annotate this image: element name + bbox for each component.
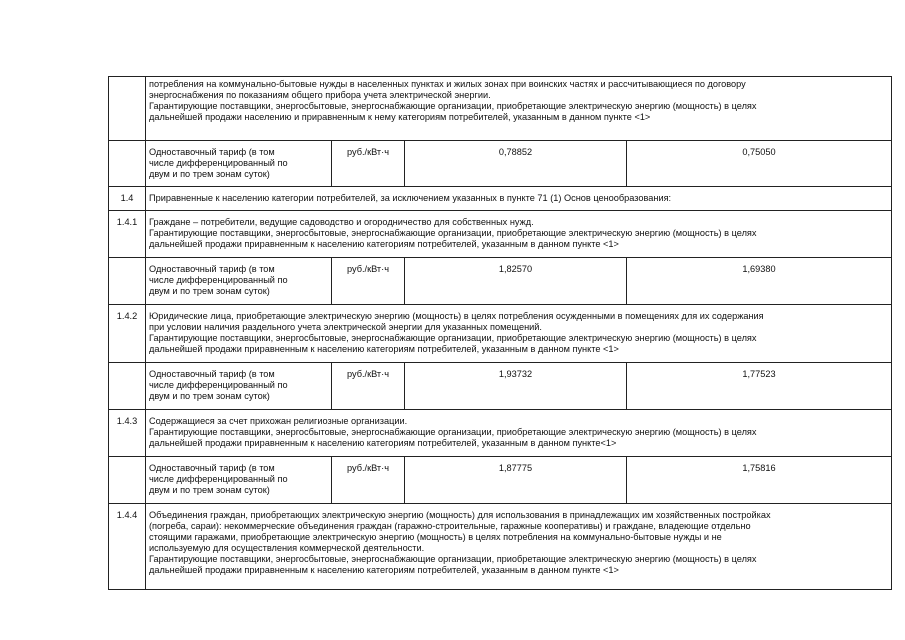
description-line: стоящими гаражами, приобретающие электрическую энергию (мощность) в целях потребления на коммунально-бытовые нужды и не (149, 532, 722, 542)
description-line: Гарантирующие поставщики, энергосбытовые, энергоснабжающие организации, приобретающие электрическую энергию (мощность) в целях (149, 427, 757, 437)
row-description (146, 305, 892, 363)
tariff-label-line: двум и по трем зонам суток) (149, 169, 270, 179)
tariff-value-second-half: 1,75816 (627, 457, 892, 504)
tariff-value-first-half: 1,93732 (405, 363, 627, 410)
tariff-unit: руб./кВт·ч (332, 457, 405, 504)
description-line: дальнейшей продажи приравненным к населению категориям потребителей, указанным в данном пункте <1> (149, 239, 619, 249)
description-line: Объединения граждан, приобретающих электрическую энергию (мощность) для использования в принадлежащих им хозяйственных постройках (149, 510, 771, 520)
description-line: Граждане – потребители, ведущие садоводство и огородничество для собственных нужд. (149, 217, 534, 227)
row-description (146, 504, 892, 590)
description-line: Гарантирующие поставщики, энергосбытовые, энергоснабжающие организации, приобретающие электрическую энергию (мощность) в целях (149, 333, 757, 343)
row-number: 1.4.3 (109, 410, 146, 457)
tariff-label-line: числе дифференцированный по (149, 275, 288, 285)
tariff-value-second-half: 0,75050 (627, 141, 892, 187)
row-description (146, 410, 892, 457)
row-number (109, 141, 146, 187)
description-line: Гарантирующие поставщики, энергосбытовые, энергоснабжающие организации, приобретающие электрическую энергию (мощность) в целях (149, 554, 757, 564)
description-line: Гарантирующие поставщики, энергосбытовые, энергоснабжающие организации, приобретающие электрическую энергию (мощность) в целях (149, 228, 757, 238)
description-line: (погреба, сараи): некоммерческие объединения граждан (гаражно-строительные, гаражные кооперативы) и граждане, владеющие отдельно (149, 521, 751, 531)
tariff-value-first-half: 1,87775 (405, 457, 627, 504)
tariff-label-line: двум и по трем зонам суток) (149, 391, 270, 401)
description-line: Гарантирующие поставщики, энергосбытовые, энергоснабжающие организации, приобретающие электрическую энергию (мощность) в целях (149, 101, 757, 111)
table-row (109, 258, 892, 305)
tariff-value-second-half: 1,77523 (627, 363, 892, 410)
tariff-label (146, 457, 332, 504)
description-line: потребления на коммунально-бытовые нужды в населенных пунктах и жилых зонах при воинских частях и рассчитывающиеся по договору (149, 79, 746, 89)
tariff-label-line: числе дифференцированный по (149, 158, 288, 168)
row-number: 1.4.2 (109, 305, 146, 363)
tariff-unit: руб./кВт·ч (332, 141, 405, 187)
row-number (109, 457, 146, 504)
tariff-value-first-half: 0,78852 (405, 141, 627, 187)
tariff-label-line: числе дифференцированный по (149, 474, 288, 484)
row-description (146, 77, 892, 141)
tariff-table (108, 76, 892, 590)
tariff-unit: руб./кВт·ч (332, 363, 405, 410)
table-row (109, 363, 892, 410)
description-line: дальнейшей продажи приравненным к населению категориям потребителей, указанным в данном пункте <1> (149, 565, 619, 575)
tariff-table-body (109, 77, 892, 590)
row-number (109, 363, 146, 410)
table-row (109, 410, 892, 457)
description-line: Юридические лица, приобретающие электрическую энергию (мощность) в целях потребления осужденными в помещениях для их содержания (149, 311, 764, 321)
row-description (146, 187, 892, 211)
row-number: 1.4.1 (109, 211, 146, 258)
description-line: дальнейшей продажи приравненным к населению категориям потребителей, указанным в данном пункте<1> (149, 438, 617, 448)
tariff-label (146, 141, 332, 187)
tariff-label-line: Одноставочный тариф (в том (149, 369, 275, 379)
description-line: при условии наличия раздельного учета электрической энергии для указанных помещений. (149, 322, 542, 332)
description-line: Приравненные к населению категории потребителей, за исключением указанных в пункте 71 (1) Основ ценообразования: (149, 193, 672, 203)
table-row (109, 457, 892, 504)
description-line: дальнейшей продажи приравненным к населению категориям потребителей, указанным в данном пункте <1> (149, 344, 619, 354)
row-number: 1.4.4 (109, 504, 146, 590)
tariff-label (146, 363, 332, 410)
tariff-label (146, 258, 332, 305)
table-row (109, 504, 892, 590)
tariff-label-line: Одноставочный тариф (в том (149, 463, 275, 473)
tariff-value-second-half: 1,69380 (627, 258, 892, 305)
table-row (109, 141, 892, 187)
description-line: энергоснабжения по показаниям общего прибора учета электрической энергии. (149, 90, 491, 100)
table-row (109, 305, 892, 363)
row-number (109, 258, 146, 305)
tariff-label-line: числе дифференцированный по (149, 380, 288, 390)
description-line: используемую для осуществления коммерческой деятельности. (149, 543, 425, 553)
tariff-label-line: двум и по трем зонам суток) (149, 286, 270, 296)
tariff-value-first-half: 1,82570 (405, 258, 627, 305)
row-description (146, 211, 892, 258)
table-row (109, 211, 892, 258)
row-number (109, 77, 146, 141)
tariff-document-page (108, 76, 891, 590)
description-line: дальнейшей продажи населению и приравненным к нему категориям потребителей, указанным в данном пункте <1> (149, 112, 651, 122)
tariff-label-line: Одноставочный тариф (в том (149, 264, 275, 274)
tariff-label-line: Одноставочный тариф (в том (149, 147, 275, 157)
table-row (109, 77, 892, 141)
tariff-unit: руб./кВт·ч (332, 258, 405, 305)
description-line: Содержащиеся за счет прихожан религиозные организации. (149, 416, 408, 426)
row-number: 1.4 (109, 187, 146, 211)
table-row (109, 187, 892, 211)
tariff-label-line: двум и по трем зонам суток) (149, 485, 270, 495)
